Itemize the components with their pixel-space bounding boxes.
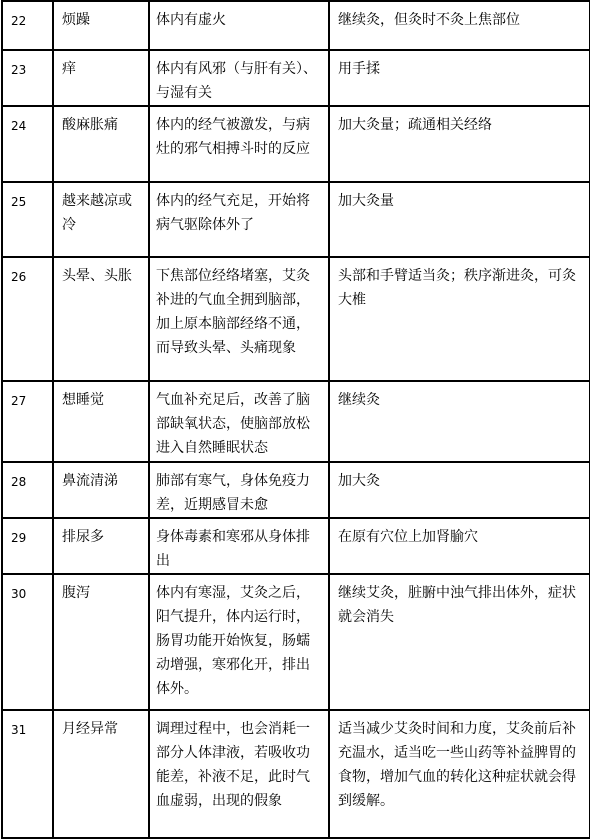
symptom-remedy: 继续艾灸，脏腑中浊气排出体外，症状就会消失 (329, 574, 590, 710)
row-number: 31 (2, 710, 53, 838)
symptom-remedy: 加大灸 (329, 462, 590, 518)
symptom-name: 痒 (53, 50, 149, 106)
row-number: 28 (2, 462, 53, 518)
row-number: 24 (2, 106, 53, 182)
row-number: 26 (2, 257, 53, 381)
symptom-name: 酸麻胀痛 (53, 106, 149, 182)
table-row (2, 462, 590, 518)
symptom-remedy: 加大灸量；疏通相关经络 (329, 106, 590, 182)
symptom-remedy: 在原有穴位上加肾腧穴 (329, 518, 590, 574)
symptom-remedy: 继续灸，但灸时不灸上焦部位 (329, 1, 590, 50)
table-row (2, 182, 590, 257)
symptom-remedy: 继续灸 (329, 381, 590, 462)
table-row (2, 106, 590, 182)
symptom-cause: 下焦部位经络堵塞，艾灸补进的气血全拥到脑部，加上原本脑部经络不通，而导致头晕、头痛现象 (149, 257, 329, 381)
symptom-cause: 气血补充足后，改善了脑部缺氧状态，使脑部放松进入自然睡眠状态 (149, 381, 329, 462)
symptom-name: 越来越凉或冷 (53, 182, 149, 257)
row-number: 30 (2, 574, 53, 710)
table-row (2, 381, 590, 462)
symptom-cause: 体内有虚火 (149, 1, 329, 50)
symptom-name: 头晕、头胀 (53, 257, 149, 381)
row-number: 25 (2, 182, 53, 257)
table-row (2, 574, 590, 710)
symptom-name: 烦躁 (53, 1, 149, 50)
symptom-remedy: 头部和手臂适当灸；秩序渐进灸，可灸大椎 (329, 257, 590, 381)
symptom-name: 想睡觉 (53, 381, 149, 462)
symptom-cause: 身体毒素和寒邪从身体排出 (149, 518, 329, 574)
table-row (2, 257, 590, 381)
row-number: 22 (2, 1, 53, 50)
table-row (2, 1, 590, 50)
table-row (2, 50, 590, 106)
symptom-cause: 肺部有寒气，身体免疫力差，近期感冒未愈 (149, 462, 329, 518)
table-row (2, 518, 590, 574)
symptom-cause: 调理过程中，也会消耗一部分人体津液，若吸收功能差，补液不足，此时气血虚弱，出现的假象 (149, 710, 329, 838)
symptom-name: 排尿多 (53, 518, 149, 574)
symptom-table (1, 0, 590, 839)
symptom-name: 腹泻 (53, 574, 149, 710)
row-number: 29 (2, 518, 53, 574)
symptom-remedy: 加大灸量 (329, 182, 590, 257)
row-number: 27 (2, 381, 53, 462)
symptom-cause: 体内的经气被激发，与病灶的邪气相搏斗时的反应 (149, 106, 329, 182)
symptom-cause: 体内有风邪（与肝有关）、与湿有关 (149, 50, 329, 106)
row-number: 23 (2, 50, 53, 106)
table-row (2, 710, 590, 838)
symptom-name: 月经异常 (53, 710, 149, 838)
symptom-cause: 体内的经气充足，开始将病气驱除体外了 (149, 182, 329, 257)
symptom-cause: 体内有寒湿，艾灸之后，阳气提升，体内运行时，肠胃功能开始恢复，肠蠕动增强，寒邪化开，排出体外。 (149, 574, 329, 710)
symptom-name: 鼻流清涕 (53, 462, 149, 518)
symptom-remedy: 适当减少艾灸时间和力度，艾灸前后补充温水，适当吃一些山药等补益脾胃的食物，增加气血的转化这种症状就会得到缓解。 (329, 710, 590, 838)
symptom-remedy: 用手揉 (329, 50, 590, 106)
